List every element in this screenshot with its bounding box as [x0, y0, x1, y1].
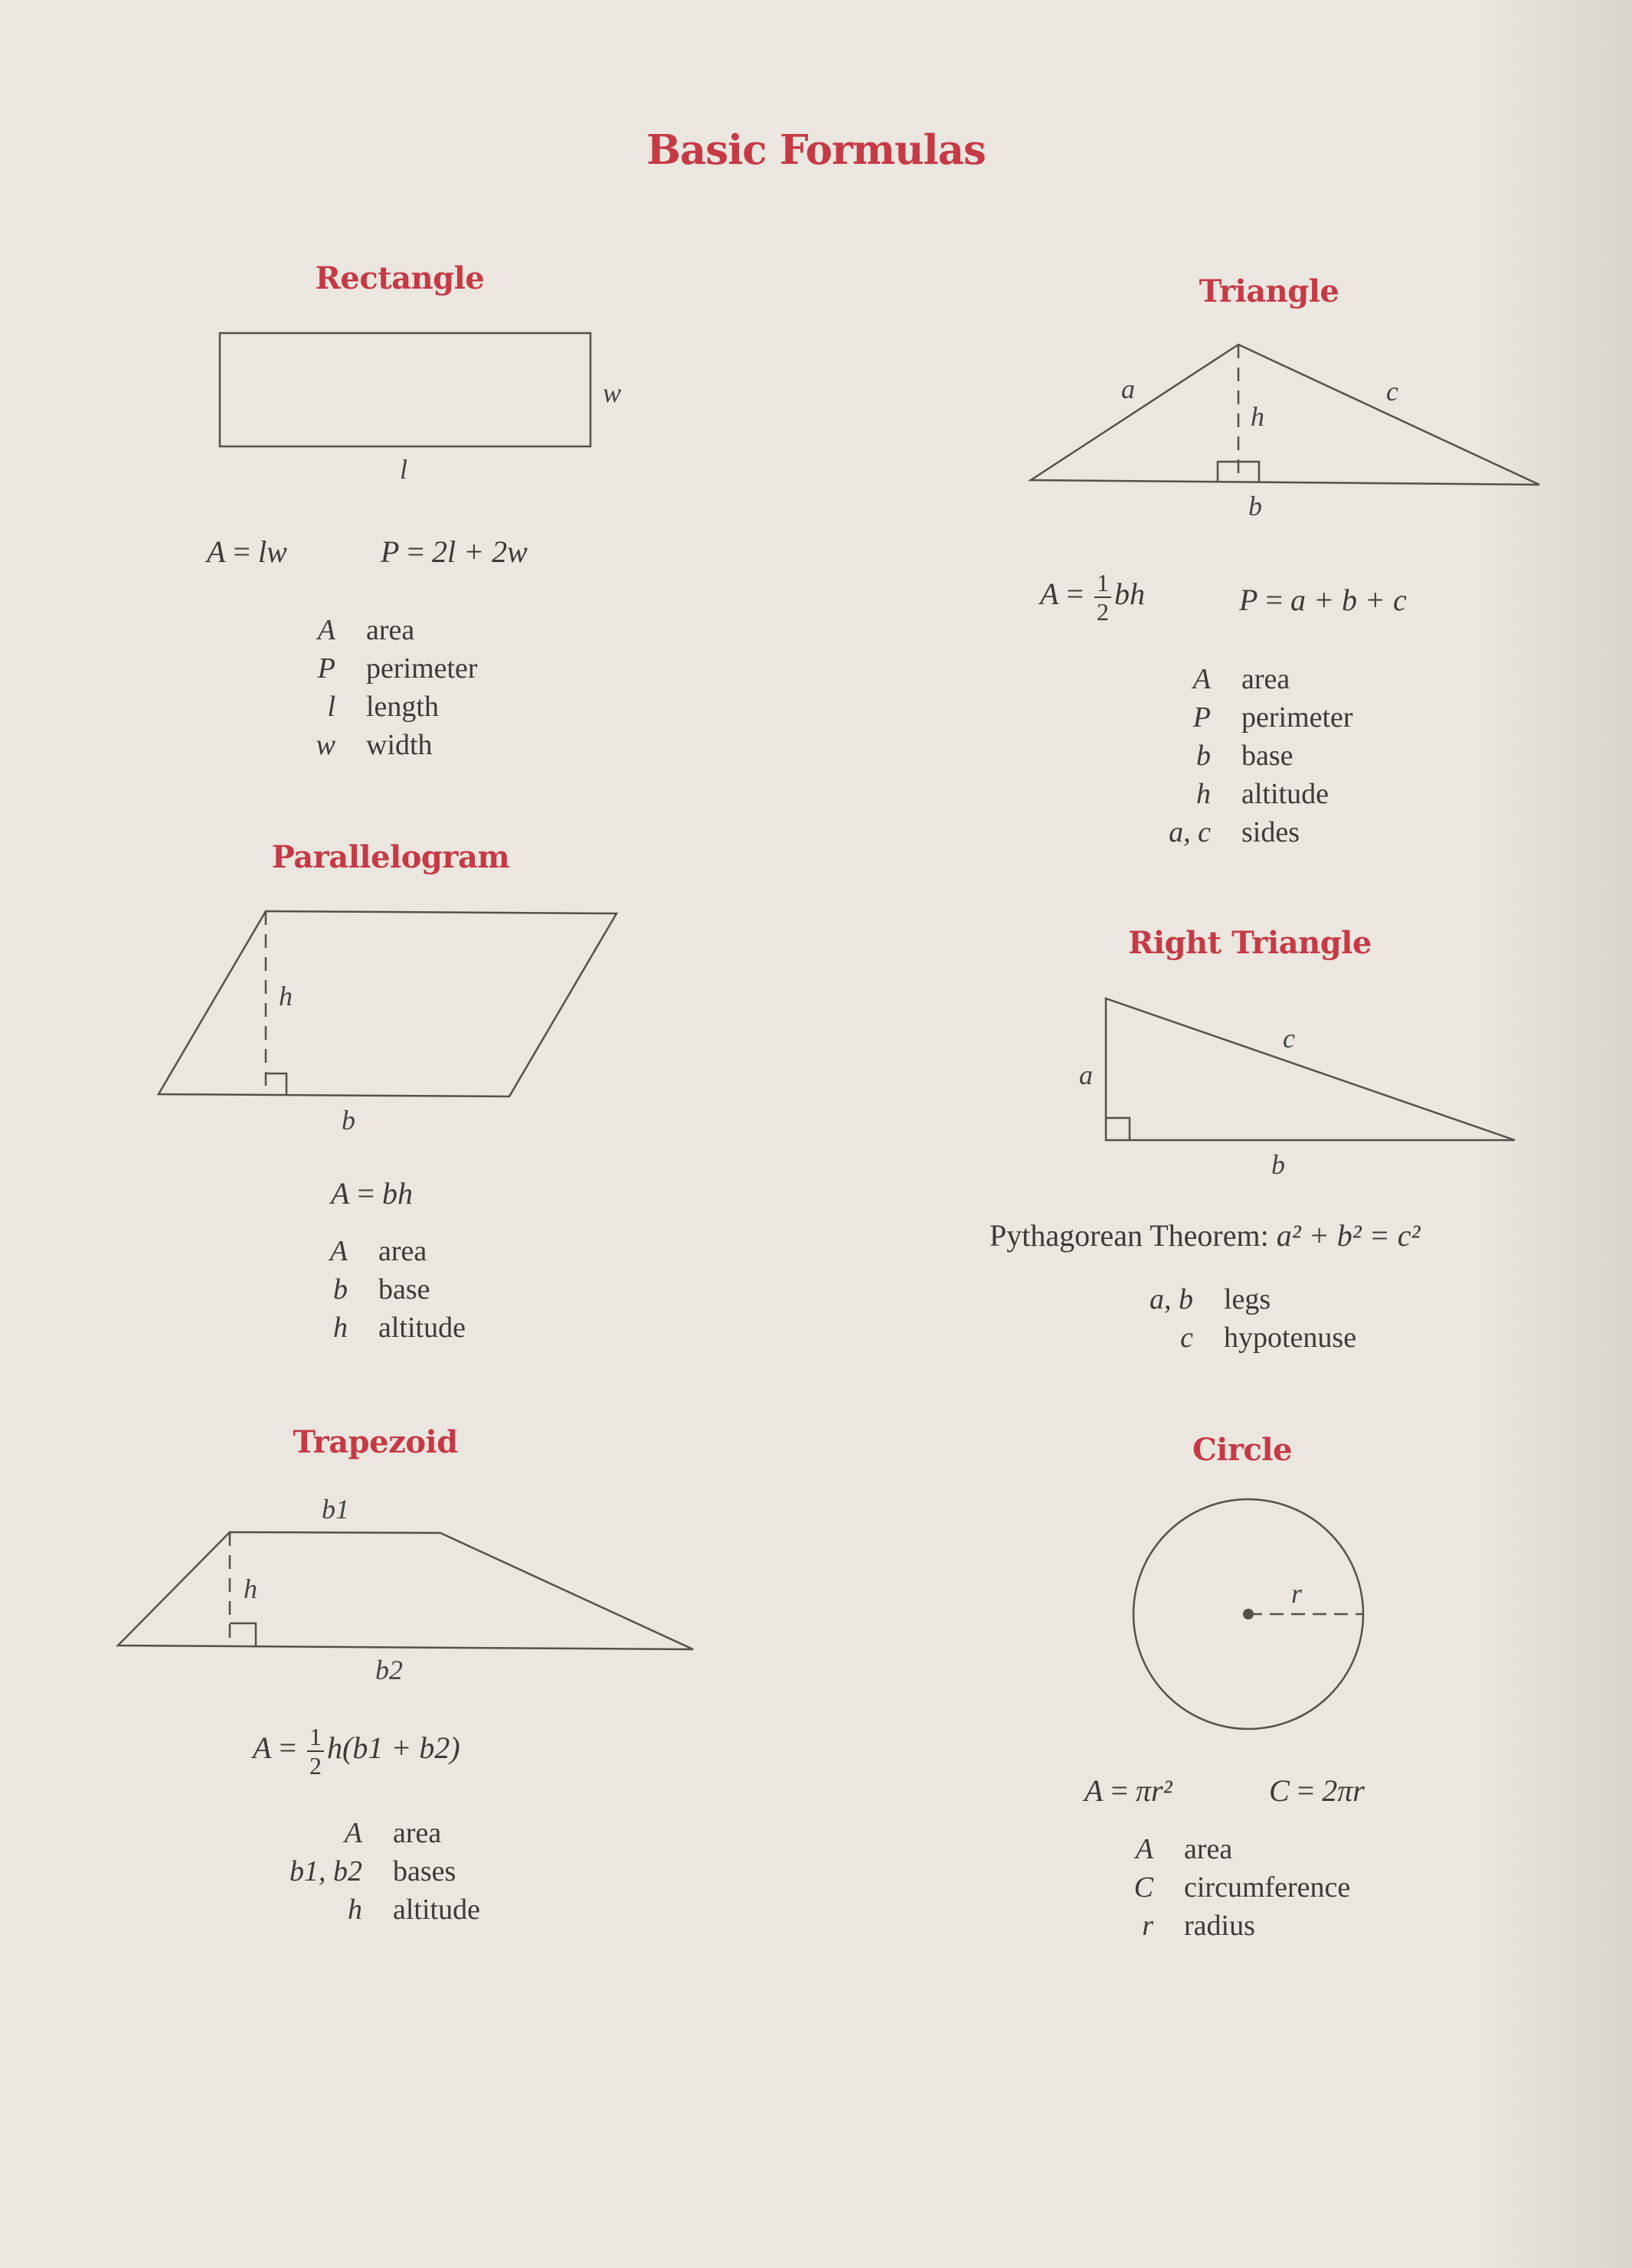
trapezoid-label-h: h: [244, 1574, 257, 1604]
pythagorean-theorem: [989, 1217, 1420, 1253]
triangle-label-h: h: [1251, 401, 1264, 432]
legend-row: [327, 690, 478, 728]
right-triangle-label-b: b: [1271, 1149, 1285, 1180]
formula-lhs: P: [381, 534, 400, 569]
legend-row: [333, 1273, 466, 1311]
right-triangle-right-angle: [1106, 1118, 1130, 1140]
formula-lhs: A: [253, 1730, 272, 1766]
theorem-equation: a² + b² = c²: [1276, 1218, 1421, 1253]
legend-symbol: P: [1192, 701, 1211, 734]
trapezoid-shape: [118, 1532, 693, 1649]
formula-rhs: a + b + c: [1290, 583, 1407, 617]
legend-symbol: a, b: [1150, 1283, 1193, 1315]
formula-lhs: A: [1084, 1773, 1104, 1808]
legend-row: [344, 1816, 480, 1855]
legend-symbol: A: [317, 614, 335, 646]
circle-circumference-formula: [1269, 1773, 1365, 1809]
legend-symbol: A: [1192, 663, 1211, 695]
rectangle-label-l: l: [400, 454, 408, 485]
legend-symbol: C: [1133, 1871, 1153, 1904]
legend-description: base: [378, 1273, 430, 1306]
formula-lhs: C: [1269, 1773, 1290, 1808]
legend-symbol: b: [333, 1273, 348, 1306]
legend-symbol: c: [1180, 1322, 1193, 1354]
legend-row: [1192, 662, 1353, 701]
parallelogram-shape: [159, 911, 616, 1096]
legend-description: altitude: [393, 1894, 480, 1926]
legend-description: area: [1184, 1833, 1233, 1865]
trapezoid-legend: [289, 1816, 480, 1931]
rectangle-perimeter-formula: [381, 534, 528, 570]
rectangle-area-formula: [207, 534, 287, 570]
legend-row: [333, 1311, 466, 1349]
triangle-label-c: c: [1386, 376, 1398, 407]
legend-symbol: r: [1142, 1910, 1153, 1942]
legend-row: [1196, 739, 1353, 777]
legend-description: area: [1241, 663, 1290, 695]
legend-row: [1180, 1321, 1357, 1359]
formula-equals: =: [1297, 1773, 1315, 1808]
legend-symbol: b1, b2: [289, 1855, 362, 1887]
right-triangle-shape: [1106, 998, 1515, 1140]
formula-rhs: 2πr: [1322, 1773, 1365, 1808]
triangle-legend: [1169, 662, 1353, 854]
formula-rhs: bh: [382, 1176, 413, 1211]
legend-description: altitude: [1241, 778, 1329, 810]
circle-area-formula: [1084, 1773, 1172, 1809]
rectangle-label-w: w: [603, 377, 622, 408]
formula-equals: =: [1110, 1773, 1128, 1808]
parallelogram-right-angle: [266, 1074, 286, 1094]
formula-lhs: A: [1040, 577, 1059, 612]
page-title: Basic Formulas: [646, 126, 986, 174]
legend-row: [1192, 701, 1353, 739]
circle-legend: [1133, 1832, 1351, 1947]
triangle-label-b: b: [1248, 491, 1262, 521]
legend-row: [1133, 1871, 1351, 1909]
right-triangle-label-a: a: [1079, 1060, 1093, 1090]
legend-description: area: [378, 1235, 427, 1267]
rectangle-heading: Rectangle: [315, 260, 485, 296]
legend-symbol: a, c: [1169, 816, 1211, 848]
legend-symbol: P: [317, 652, 335, 685]
legend-description: perimeter: [1241, 701, 1353, 734]
formula-equals: =: [1066, 577, 1084, 612]
right-triangle-label-c: c: [1283, 1023, 1295, 1054]
legend-symbol: A: [329, 1235, 348, 1267]
legend-symbol: l: [327, 691, 335, 723]
legend-description: width: [366, 729, 433, 761]
formula-equals: =: [407, 534, 424, 569]
parallelogram-label-b: b: [342, 1105, 355, 1136]
formula-rhs: bh: [1114, 577, 1145, 612]
formula-rhs: h(b1 + b2): [327, 1730, 460, 1766]
right-triangle-legend: [1150, 1283, 1357, 1359]
trapezoid-right-angle: [230, 1623, 256, 1646]
rectangle-shape: [220, 333, 590, 446]
legend-description: perimeter: [366, 652, 478, 685]
trapezoid-label-b1: b1: [322, 1494, 349, 1525]
formula-rhs: 2l + 2w: [432, 534, 528, 569]
legend-symbol: h: [333, 1312, 348, 1344]
right-triangle-heading: Right Triangle: [1128, 925, 1372, 961]
parallelogram-heading: Parallelogram: [271, 839, 510, 875]
rectangle-legend: [316, 613, 478, 766]
formula-equals: =: [357, 1176, 374, 1211]
formula-rhs: lw: [258, 534, 287, 569]
theorem-label: Pythagorean Theorem:: [989, 1218, 1269, 1253]
fraction-one-half: $\frac{1}{2}$: [1094, 570, 1111, 624]
legend-symbol: h: [1196, 778, 1211, 810]
trapezoid-label-b2: b2: [375, 1655, 403, 1685]
formula-lhs: A: [331, 1176, 350, 1211]
formula-equals: =: [233, 534, 250, 569]
triangle-area-formula: [1040, 570, 1145, 624]
legend-row: [1135, 1832, 1350, 1871]
legend-row: [348, 1893, 480, 1931]
circle-center-point: [1243, 1609, 1254, 1619]
legend-description: bases: [393, 1855, 456, 1887]
triangle-heading: Triangle: [1199, 273, 1339, 309]
legend-description: length: [366, 691, 439, 723]
parallelogram-legend: [329, 1234, 466, 1349]
formula-lhs: P: [1239, 583, 1258, 617]
triangle-shape: [1031, 345, 1539, 485]
trapezoid-area-formula: [253, 1724, 460, 1778]
fraction-one-half: $\frac{1}{2}$: [307, 1724, 324, 1778]
circle-label-r: r: [1291, 1578, 1303, 1609]
parallelogram-label-h: h: [279, 981, 293, 1011]
legend-row: [317, 652, 478, 690]
triangle-label-a: a: [1121, 374, 1135, 404]
triangle-perimeter-formula: [1239, 582, 1407, 618]
legend-row: [316, 728, 478, 766]
legend-description: base: [1241, 740, 1293, 772]
legend-symbol: A: [344, 1817, 362, 1849]
legend-description: area: [366, 614, 415, 646]
legend-description: sides: [1241, 816, 1300, 848]
legend-row: [317, 613, 478, 652]
formula-equals: =: [1265, 583, 1283, 617]
parallelogram-area-formula: [331, 1175, 413, 1211]
legend-symbol: b: [1196, 740, 1211, 772]
legend-row: [289, 1855, 480, 1893]
legend-description: legs: [1224, 1283, 1271, 1315]
legend-description: hypotenuse: [1224, 1322, 1357, 1354]
legend-row: [1196, 777, 1353, 815]
circle-heading: Circle: [1192, 1432, 1293, 1468]
legend-symbol: h: [348, 1894, 362, 1926]
legend-row: [329, 1234, 466, 1273]
legend-description: radius: [1184, 1910, 1255, 1942]
formula-lhs: A: [207, 534, 226, 569]
formula-equals: =: [279, 1730, 296, 1766]
legend-description: area: [393, 1817, 442, 1849]
legend-row: [1142, 1909, 1350, 1947]
legend-row: [1169, 815, 1353, 854]
trapezoid-heading: Trapezoid: [293, 1424, 458, 1460]
legend-symbol: w: [316, 729, 335, 761]
legend-row: [1150, 1283, 1356, 1321]
legend-description: circumference: [1184, 1871, 1351, 1904]
formula-rhs: πr²: [1136, 1773, 1172, 1808]
legend-symbol: A: [1135, 1833, 1153, 1865]
legend-description: altitude: [378, 1312, 466, 1344]
